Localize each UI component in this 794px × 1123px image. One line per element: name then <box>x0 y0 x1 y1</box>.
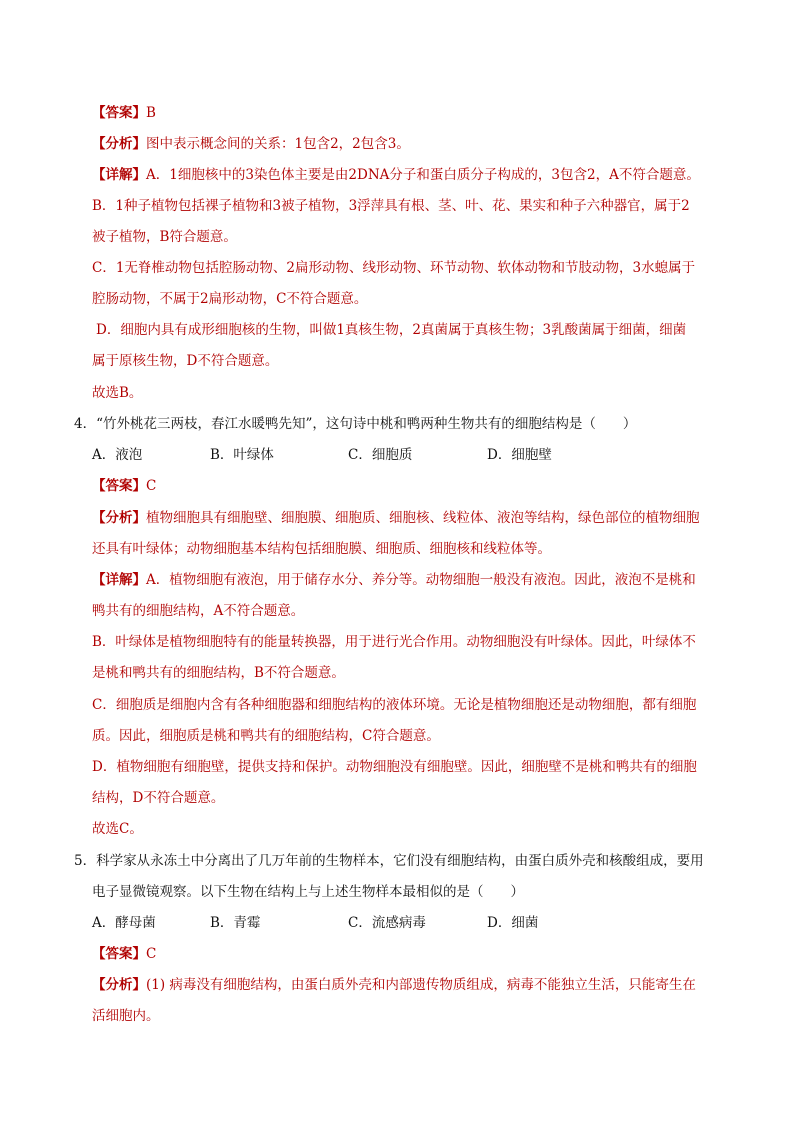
option-d: D．细胞壁 <box>487 447 552 463</box>
detail-option-d-1: D．细胞内具有成形细胞核的生物，叫做1真核生物，2真菌属于真核生物；3乳酸菌属于细菌，细菌 <box>96 322 687 338</box>
analysis-text: 植物细胞具有细胞壁、细胞膜、细胞质、细胞核、线粒体、液泡等结构，绿色部位的植物细胞 <box>146 510 700 526</box>
analysis-tag: 【分析】 <box>92 136 146 152</box>
analysis-line <box>92 135 410 153</box>
option-b: B．青霉 <box>210 915 261 931</box>
answer-line <box>92 477 156 495</box>
answer-tag: 【答案】 <box>92 105 146 121</box>
answer-tag: 【答案】 <box>92 478 146 494</box>
detail-option-c-2: 腔肠动物，不属于2扁形动物，C不符合题意。 <box>92 291 368 307</box>
analysis-text: (1) 病毒没有细胞结构，由蛋白质外壳和内部遗传物质组成，病毒不能独立生活，只能寄生在 <box>146 977 696 993</box>
detail-option-c-2: 质。因此，细胞质是桃和鸭共有的细胞结构，C符合题意。 <box>92 728 440 744</box>
detail-option-b-1: B．叶绿体是植物细胞特有的能量转换器，用于进行光合作用。动物细胞没有叶绿体。因此，叶绿体不 <box>92 634 696 650</box>
answer-tag: 【答案】 <box>92 946 146 962</box>
option-a: A．酵母菌 <box>92 915 156 931</box>
detail-option-d-1: D．植物细胞有细胞壁，提供支持和保护。动物细胞没有细胞壁。因此，细胞壁不是桃和鸭共有的细胞 <box>92 759 697 775</box>
detail-option-b-1: B．1种子植物包括裸子植物和3被子植物，3浮萍具有根、茎、叶、花、果实和种子六种器官，属于2 <box>92 198 690 214</box>
detail-option-b-2: 被子植物，B符合题意。 <box>92 229 237 245</box>
answer-value: C <box>146 946 157 962</box>
option-c: C．流感病毒 <box>348 915 426 931</box>
analysis-tag: 【分析】 <box>92 510 146 526</box>
choose-line: 故选C。 <box>92 821 143 837</box>
answer-value: B <box>146 105 156 121</box>
analysis-text: 图中表示概念间的关系：1包含2，2包含3。 <box>146 136 410 152</box>
analysis-line <box>92 509 700 527</box>
detail-text: A．1细胞核中的3染色体主要是由2DNA分子和蛋白质分子构成的，3包含2，A不符合题意。 <box>146 167 700 183</box>
detail-tag: 【详解】 <box>92 572 146 588</box>
detail-option-c-1: C．细胞质是细胞内含有各种细胞器和细胞结构的液体环境。无论是植物细胞还是动物细胞，都有细胞 <box>92 697 697 713</box>
analysis-text-2: 活细胞内。 <box>92 1008 160 1024</box>
detail-tag: 【详解】 <box>92 167 146 183</box>
detail-text: A．植物细胞有液泡，用于储存水分、养分等。动物细胞一般没有液泡。因此，液泡不是桃和 <box>146 572 696 588</box>
detail-line <box>92 166 700 184</box>
answer-line <box>92 945 156 963</box>
detail-line <box>92 571 696 589</box>
detail-option-d-2: 结构，D不符合题意。 <box>92 790 225 806</box>
analysis-line <box>92 976 696 994</box>
detail-option-b-2: 是桃和鸭共有的细胞结构，B不符合题意。 <box>92 665 345 681</box>
option-a: A．液泡 <box>92 447 143 463</box>
analysis-tag: 【分析】 <box>92 977 146 993</box>
question-text-1: 5．科学家从永冻土中分离出了几万年前的生物样本，它们没有细胞结构，由蛋白质外壳和核酸组成，要用 <box>74 853 704 869</box>
option-d: D．细菌 <box>487 915 539 931</box>
question-text: 4．“竹外桃花三两枝，春江水暖鸭先知”，这句诗中桃和鸭两种生物共有的细胞结构是（ ） <box>74 416 637 432</box>
detail-option-d-2: 属于原核生物，D不符合题意。 <box>92 353 279 369</box>
question-text-2: 电子显微镜观察。以下生物在结构上与上述生物样本最相似的是（ ） <box>92 884 524 900</box>
detail-text-2: 鸭共有的细胞结构，A不符合题意。 <box>92 603 305 619</box>
detail-option-c-1: C．1无脊椎动物包括腔肠动物、2扁形动物、线形动物、环节动物、软体动物和节肢动物，3水螅属于 <box>92 260 696 276</box>
analysis-text-2: 还具有叶绿体；动物细胞基本结构包括细胞膜、细胞质、细胞核和线粒体等。 <box>92 541 551 557</box>
choose-line: 故选B。 <box>92 385 143 401</box>
answer-value: C <box>146 478 157 494</box>
answer-line <box>92 104 156 122</box>
option-c: C．细胞质 <box>348 447 413 463</box>
option-b: B．叶绿体 <box>210 447 274 463</box>
